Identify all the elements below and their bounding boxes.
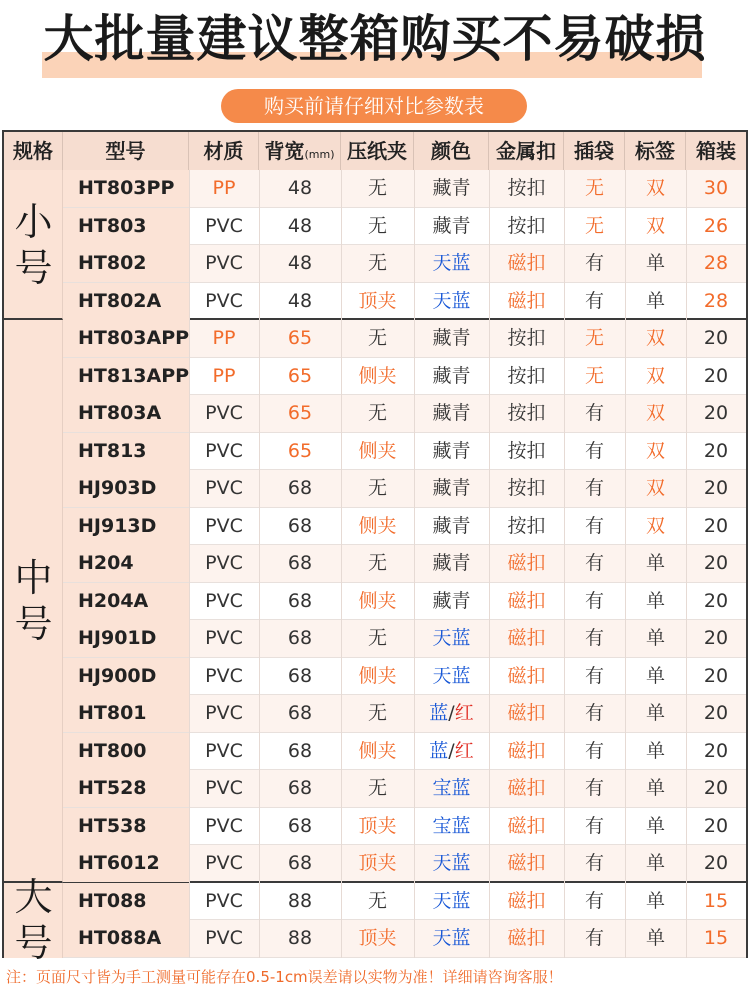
cell-tag: 单 <box>645 702 665 724</box>
cell-material: PVC <box>205 889 243 912</box>
cell-spine: 88 <box>287 927 313 949</box>
cell-pocket: 有 <box>584 927 604 949</box>
color-part-b: 红 <box>454 739 474 762</box>
column-divider <box>259 170 260 958</box>
color-part-a: 蓝 <box>429 739 449 762</box>
footnote: 注：页面尺寸皆为手工测量可能存在0.5-1cm误差请以实物为准！详细请咨询客服！ <box>6 968 563 986</box>
cell-tag: 单 <box>645 852 665 874</box>
size-group-label: 小 号 <box>14 200 53 290</box>
cell-tag: 单 <box>645 252 665 274</box>
cell-material: PVC <box>205 777 243 799</box>
cell-material: PVC <box>205 514 243 537</box>
cell-color: 藏青 <box>432 552 471 574</box>
cell-color: 藏青 <box>432 402 471 424</box>
size-group <box>4 170 63 320</box>
cell-buckle: 磁扣 <box>507 889 546 912</box>
cell-clip: 侧夹 <box>358 514 397 537</box>
size-group-label: 中 号 <box>14 556 53 647</box>
table-row <box>63 170 746 208</box>
cell-box: 15 <box>703 927 729 949</box>
title-area <box>0 0 750 80</box>
table-row <box>63 208 746 246</box>
table-row <box>63 695 746 733</box>
cell-clip: 无 <box>367 889 387 912</box>
cell-spine: 68 <box>287 477 313 499</box>
cell-buckle: 磁扣 <box>507 289 546 312</box>
cell-box: 15 <box>703 889 729 912</box>
cell-spine: 48 <box>287 289 313 312</box>
cell-model: HT802A <box>63 283 189 320</box>
table-header <box>4 132 746 170</box>
cell-material: PVC <box>205 552 243 574</box>
cell-clip: 顶夹 <box>358 927 397 949</box>
cell-model: HJ900D <box>63 658 189 695</box>
cell-pocket: 有 <box>584 589 604 612</box>
cell-buckle: 磁扣 <box>507 702 546 724</box>
cell-box: 26 <box>703 214 729 237</box>
cell-clip: 侧夹 <box>358 589 397 612</box>
cell-box: 20 <box>703 402 729 424</box>
cell-buckle: 磁扣 <box>507 664 546 687</box>
size-group-label: 大 号 <box>14 875 53 965</box>
cell-model: HT803 <box>63 208 189 245</box>
cell-buckle: 按扣 <box>507 402 546 424</box>
size-group <box>4 875 63 965</box>
cell-color: 天蓝 <box>432 927 471 949</box>
cell-spine: 68 <box>287 589 313 612</box>
cell-material: PP <box>212 177 236 199</box>
cell-box: 20 <box>703 439 729 462</box>
cell-pocket: 有 <box>584 627 604 649</box>
table-row <box>63 620 746 658</box>
cell-spine: 65 <box>287 364 313 387</box>
cell-pocket: 有 <box>584 814 604 837</box>
cell-spine: 68 <box>287 739 313 762</box>
cell-model: H204A <box>63 583 189 620</box>
cell-tag: 双 <box>645 327 665 349</box>
cell-material: PVC <box>205 739 243 762</box>
header-spine-label: 背宽 <box>264 139 305 163</box>
cell-clip: 无 <box>367 477 387 499</box>
header-pocket: 插袋 <box>564 132 625 170</box>
cell-spine: 68 <box>287 664 313 687</box>
table-row <box>63 883 746 921</box>
column-divider <box>489 170 490 958</box>
cell-box: 20 <box>703 477 729 499</box>
table-row <box>63 733 746 771</box>
cell-buckle: 按扣 <box>507 364 546 387</box>
table-row <box>63 545 746 583</box>
cell-material: PVC <box>205 252 243 274</box>
cell-buckle: 按扣 <box>507 177 546 199</box>
header-size: 规格 <box>4 132 63 170</box>
cell-material: PVC <box>205 702 243 724</box>
cell-color: 藏青 <box>432 214 471 237</box>
cell-spine: 65 <box>287 327 313 349</box>
cell-tag: 单 <box>645 777 665 799</box>
cell-material: PVC <box>205 814 243 837</box>
cell-pocket: 无 <box>584 177 604 199</box>
cell-color <box>414 695 489 732</box>
header-tag: 标签 <box>625 132 686 170</box>
cell-buckle: 磁扣 <box>507 927 546 949</box>
header-material: 材质 <box>189 132 259 170</box>
cell-box: 20 <box>703 327 729 349</box>
cell-pocket: 有 <box>584 777 604 799</box>
cell-pocket: 有 <box>584 402 604 424</box>
cell-model: HT088 <box>63 883 189 920</box>
cell-pocket: 有 <box>584 439 604 462</box>
cell-model: HT088A <box>63 920 189 957</box>
cell-color: 天蓝 <box>432 289 471 312</box>
cell-spine: 68 <box>287 814 313 837</box>
cell-clip: 无 <box>367 327 387 349</box>
cell-spine: 68 <box>287 627 313 649</box>
cell-pocket: 有 <box>584 702 604 724</box>
cell-material: PP <box>212 364 236 387</box>
cell-pocket: 有 <box>584 552 604 574</box>
cell-box: 20 <box>703 552 729 574</box>
cell-tag: 单 <box>645 889 665 912</box>
cell-clip: 侧夹 <box>358 664 397 687</box>
cell-spine: 68 <box>287 552 313 574</box>
cell-model: HT800 <box>63 733 189 770</box>
cell-material: PVC <box>205 402 243 424</box>
cell-buckle: 磁扣 <box>507 552 546 574</box>
cell-clip: 顶夹 <box>358 289 397 312</box>
cell-box: 20 <box>703 664 729 687</box>
cell-clip: 侧夹 <box>358 439 397 462</box>
cell-pocket: 无 <box>584 364 604 387</box>
cell-spine: 48 <box>287 252 313 274</box>
cell-model: HT802 <box>63 245 189 282</box>
cell-buckle: 按扣 <box>507 214 546 237</box>
table-row <box>63 658 746 696</box>
cell-material: PVC <box>205 852 243 874</box>
cell-box: 20 <box>703 777 729 799</box>
cell-material: PVC <box>205 214 243 237</box>
color-part-a: 蓝 <box>429 702 449 724</box>
cell-box: 20 <box>703 702 729 724</box>
cell-material: PVC <box>205 477 243 499</box>
cell-clip: 顶夹 <box>358 852 397 874</box>
cell-pocket: 有 <box>584 889 604 912</box>
cell-material: PP <box>212 327 236 349</box>
cell-color: 天蓝 <box>432 664 471 687</box>
table-row <box>63 470 746 508</box>
cell-box: 20 <box>703 589 729 612</box>
spec-table <box>2 130 748 965</box>
cell-model: H204 <box>63 545 189 582</box>
cell-color: 宝蓝 <box>432 814 471 837</box>
cell-tag: 单 <box>645 552 665 574</box>
cell-spine: 65 <box>287 439 313 462</box>
cell-spine: 65 <box>287 402 313 424</box>
cell-box: 20 <box>703 852 729 874</box>
cell-tag: 单 <box>645 289 665 312</box>
table-row <box>63 433 746 471</box>
cell-buckle: 按扣 <box>507 514 546 537</box>
cell-model: HJ913D <box>63 508 189 545</box>
cell-model: HT6012 <box>63 845 189 882</box>
cell-box: 20 <box>703 627 729 649</box>
color-part-b: 红 <box>454 702 474 724</box>
cell-buckle: 磁扣 <box>507 777 546 799</box>
cell-spine: 48 <box>287 214 313 237</box>
cell-clip: 无 <box>367 627 387 649</box>
cell-tag: 双 <box>645 514 665 537</box>
table-row <box>63 770 746 808</box>
page-title: 大批量建议整箱购买不易破损 <box>43 10 707 68</box>
table-row <box>63 358 746 396</box>
cell-color: 藏青 <box>432 439 471 462</box>
cell-model: HT801 <box>63 695 189 732</box>
cell-buckle: 磁扣 <box>507 852 546 874</box>
color-separator: / <box>448 702 455 724</box>
size-group <box>4 320 63 883</box>
table-row <box>63 845 746 883</box>
cell-material: PVC <box>205 927 243 949</box>
cell-tag: 双 <box>645 477 665 499</box>
cell-clip: 侧夹 <box>358 739 397 762</box>
cell-pocket: 有 <box>584 289 604 312</box>
cell-material: PVC <box>205 627 243 649</box>
cell-pocket: 有 <box>584 252 604 274</box>
cell-color: 藏青 <box>432 364 471 387</box>
cell-model: HT813 <box>63 433 189 470</box>
cell-tag: 单 <box>645 664 665 687</box>
cell-tag: 单 <box>645 627 665 649</box>
cell-pocket: 有 <box>584 739 604 762</box>
cell-box: 28 <box>703 289 729 312</box>
cell-color: 宝蓝 <box>432 777 471 799</box>
cell-clip: 顶夹 <box>358 814 397 837</box>
column-divider <box>564 170 565 958</box>
cell-pocket: 有 <box>584 514 604 537</box>
table-row <box>63 920 746 958</box>
cell-color: 藏青 <box>432 177 471 199</box>
subtitle-badge: 购买前请仔细对比参数表 <box>221 89 527 123</box>
cell-box: 30 <box>703 177 729 199</box>
cell-tag: 双 <box>645 364 665 387</box>
cell-color <box>414 733 489 770</box>
cell-spine: 68 <box>287 852 313 874</box>
table-row <box>63 320 746 358</box>
cell-material: PVC <box>205 439 243 462</box>
cell-material: PVC <box>205 664 243 687</box>
column-divider <box>625 170 626 958</box>
cell-tag: 单 <box>645 739 665 762</box>
column-divider <box>414 170 415 958</box>
cell-model: HT813APP <box>63 358 189 395</box>
cell-spine: 88 <box>287 889 313 912</box>
cell-clip: 无 <box>367 402 387 424</box>
cell-clip: 无 <box>367 777 387 799</box>
cell-pocket: 无 <box>584 214 604 237</box>
cell-buckle: 按扣 <box>507 327 546 349</box>
column-divider <box>686 170 687 958</box>
cell-color: 藏青 <box>432 477 471 499</box>
cell-pocket: 有 <box>584 852 604 874</box>
cell-model: HJ903D <box>63 470 189 507</box>
cell-material: PVC <box>205 589 243 612</box>
table-row <box>63 508 746 546</box>
cell-color: 天蓝 <box>432 852 471 874</box>
cell-spine: 68 <box>287 514 313 537</box>
header-clip: 压纸夹 <box>341 132 414 170</box>
cell-color: 藏青 <box>432 514 471 537</box>
table-row <box>63 283 746 321</box>
cell-pocket: 有 <box>584 664 604 687</box>
cell-box: 20 <box>703 364 729 387</box>
cell-tag: 单 <box>645 927 665 949</box>
cell-clip: 无 <box>367 214 387 237</box>
cell-pocket: 无 <box>584 327 604 349</box>
cell-buckle: 磁扣 <box>507 252 546 274</box>
cell-color: 藏青 <box>432 589 471 612</box>
column-divider <box>341 170 342 958</box>
header-buckle: 金属扣 <box>489 132 564 170</box>
cell-buckle: 磁扣 <box>507 814 546 837</box>
header-model: 型号 <box>63 132 189 170</box>
cell-material: PVC <box>205 289 243 312</box>
cell-buckle: 按扣 <box>507 439 546 462</box>
cell-tag: 单 <box>645 814 665 837</box>
cell-model: HT803PP <box>63 170 189 207</box>
cell-model: HT528 <box>63 770 189 807</box>
color-separator: / <box>448 739 455 762</box>
table-row <box>63 808 746 846</box>
cell-model: HT803APP <box>63 320 189 357</box>
header-spine <box>259 132 341 170</box>
header-color: 颜色 <box>414 132 489 170</box>
cell-clip: 无 <box>367 177 387 199</box>
cell-buckle: 按扣 <box>507 477 546 499</box>
cell-spine: 68 <box>287 777 313 799</box>
table-row <box>63 583 746 621</box>
cell-tag: 双 <box>645 402 665 424</box>
cell-buckle: 磁扣 <box>507 627 546 649</box>
column-divider <box>189 170 190 958</box>
cell-box: 28 <box>703 252 729 274</box>
cell-tag: 单 <box>645 589 665 612</box>
cell-clip: 侧夹 <box>358 364 397 387</box>
cell-tag: 双 <box>645 439 665 462</box>
cell-buckle: 磁扣 <box>507 589 546 612</box>
cell-tag: 双 <box>645 177 665 199</box>
cell-box: 20 <box>703 514 729 537</box>
cell-clip: 无 <box>367 252 387 274</box>
cell-spine: 48 <box>287 177 313 199</box>
cell-spine: 68 <box>287 702 313 724</box>
cell-model: HT538 <box>63 808 189 845</box>
cell-clip: 无 <box>367 702 387 724</box>
cell-model: HT803A <box>63 395 189 432</box>
cell-model: HJ901D <box>63 620 189 657</box>
cell-color: 藏青 <box>432 327 471 349</box>
table-row <box>63 245 746 283</box>
cell-clip: 无 <box>367 552 387 574</box>
cell-color: 天蓝 <box>432 627 471 649</box>
table-row <box>63 395 746 433</box>
cell-pocket: 有 <box>584 477 604 499</box>
cell-color: 天蓝 <box>432 889 471 912</box>
header-spine-unit: (mm) <box>304 148 335 161</box>
header-box: 箱装 <box>696 139 736 163</box>
cell-color: 天蓝 <box>432 252 471 274</box>
cell-box: 20 <box>703 814 729 837</box>
cell-buckle: 磁扣 <box>507 739 546 762</box>
cell-tag: 双 <box>645 214 665 237</box>
cell-box: 20 <box>703 739 729 762</box>
